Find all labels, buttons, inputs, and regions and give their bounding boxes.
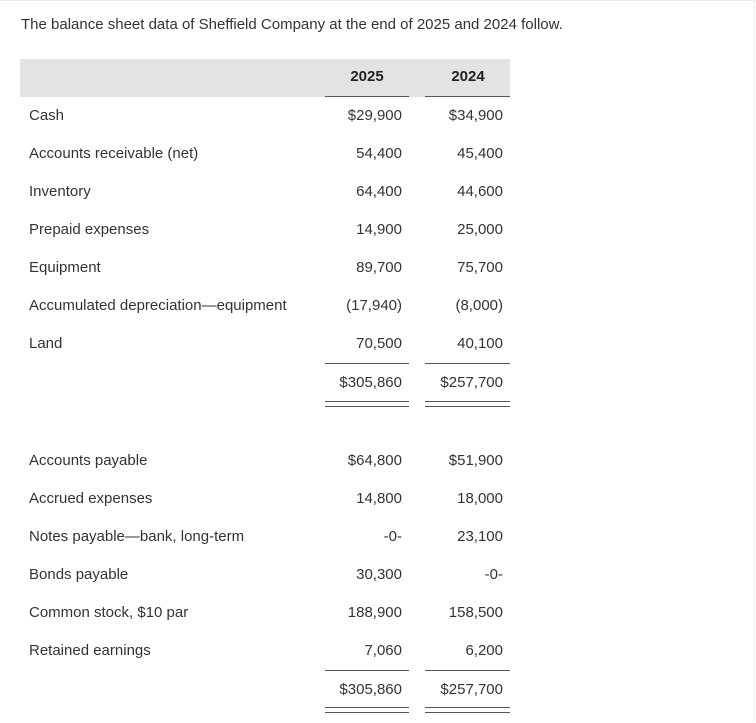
total-2024: $257,700 bbox=[440, 374, 503, 391]
value-2024: 45,400 bbox=[457, 145, 503, 162]
row-label: Accounts payable bbox=[29, 452, 148, 469]
total-double-rule-2025 bbox=[325, 707, 409, 713]
value-2024: 44,600 bbox=[457, 183, 503, 200]
value-2025: (17,940) bbox=[346, 297, 402, 314]
value-2024: $51,900 bbox=[448, 452, 503, 469]
value-2025: 7,060 bbox=[364, 642, 402, 659]
total-double-rule-2024 bbox=[425, 401, 510, 407]
row-label: Accumulated depreciation—equipment bbox=[29, 297, 287, 314]
table-row bbox=[0, 604, 756, 624]
row-label: Bonds payable bbox=[29, 566, 129, 583]
value-2025: 64,400 bbox=[356, 183, 402, 200]
value-2025: $29,900 bbox=[347, 107, 402, 124]
header-underline-2024 bbox=[425, 96, 510, 97]
value-2025: 70,500 bbox=[356, 335, 402, 352]
value-2024: 40,100 bbox=[457, 335, 503, 352]
value-2024: -0- bbox=[484, 566, 503, 583]
value-2024: 6,200 bbox=[465, 642, 503, 659]
row-label: Prepaid expenses bbox=[29, 221, 150, 238]
table-row bbox=[0, 642, 756, 662]
value-2024: 23,100 bbox=[457, 528, 503, 545]
table-row bbox=[0, 566, 756, 586]
table-row bbox=[0, 297, 756, 317]
row-label: Notes payable—bank, long-term bbox=[29, 528, 245, 545]
value-2025: 30,300 bbox=[356, 566, 402, 583]
value-2024: 158,500 bbox=[448, 604, 503, 621]
intro-text: The balance sheet data of Sheffield Company at the end of 2025 and 2024 follow. bbox=[21, 16, 563, 33]
value-2025: -0- bbox=[383, 528, 402, 545]
table-row bbox=[0, 490, 756, 510]
subtotal-rule-2025 bbox=[325, 670, 409, 671]
row-label: Retained earnings bbox=[29, 642, 151, 659]
column-header-2024: 2024 bbox=[451, 68, 485, 85]
value-2025: 14,800 bbox=[356, 490, 402, 507]
assets-total-row bbox=[0, 374, 756, 394]
value-2024: 25,000 bbox=[457, 221, 503, 238]
total-2025: $305,860 bbox=[339, 681, 402, 698]
table-row bbox=[0, 183, 756, 203]
table-row bbox=[0, 145, 756, 165]
subtotal-rule-2024 bbox=[425, 363, 510, 364]
table-row bbox=[0, 107, 756, 127]
total-2024: $257,700 bbox=[440, 681, 503, 698]
liabilities-total-row bbox=[0, 681, 756, 701]
row-label: Cash bbox=[29, 107, 65, 124]
subtotal-rule-2025 bbox=[325, 363, 409, 364]
value-2025: 54,400 bbox=[356, 145, 402, 162]
value-2024: $34,900 bbox=[448, 107, 503, 124]
value-2024: (8,000) bbox=[455, 297, 503, 314]
table-row bbox=[0, 452, 756, 472]
subtotal-rule-2024 bbox=[425, 670, 510, 671]
header-underline-2025 bbox=[325, 96, 409, 97]
row-label: Land bbox=[29, 335, 63, 352]
value-2024: 18,000 bbox=[457, 490, 503, 507]
row-label: Common stock, $10 par bbox=[29, 604, 189, 621]
column-header-2025: 2025 bbox=[350, 68, 384, 85]
row-label: Accounts receivable (net) bbox=[29, 145, 199, 162]
value-2025: 89,700 bbox=[356, 259, 402, 276]
value-2025: $64,800 bbox=[347, 452, 402, 469]
row-label: Inventory bbox=[29, 183, 91, 200]
total-double-rule-2024 bbox=[425, 707, 510, 713]
value-2025: 188,900 bbox=[347, 604, 402, 621]
total-double-rule-2025 bbox=[325, 401, 409, 407]
table-row bbox=[0, 221, 756, 241]
row-label: Equipment bbox=[29, 259, 101, 276]
value-2024: 75,700 bbox=[457, 259, 503, 276]
total-2025: $305,860 bbox=[339, 374, 402, 391]
table-row bbox=[0, 335, 756, 355]
value-2025: 14,900 bbox=[356, 221, 402, 238]
table-row bbox=[0, 528, 756, 548]
row-label: Accrued expenses bbox=[29, 490, 153, 507]
table-row bbox=[0, 259, 756, 279]
